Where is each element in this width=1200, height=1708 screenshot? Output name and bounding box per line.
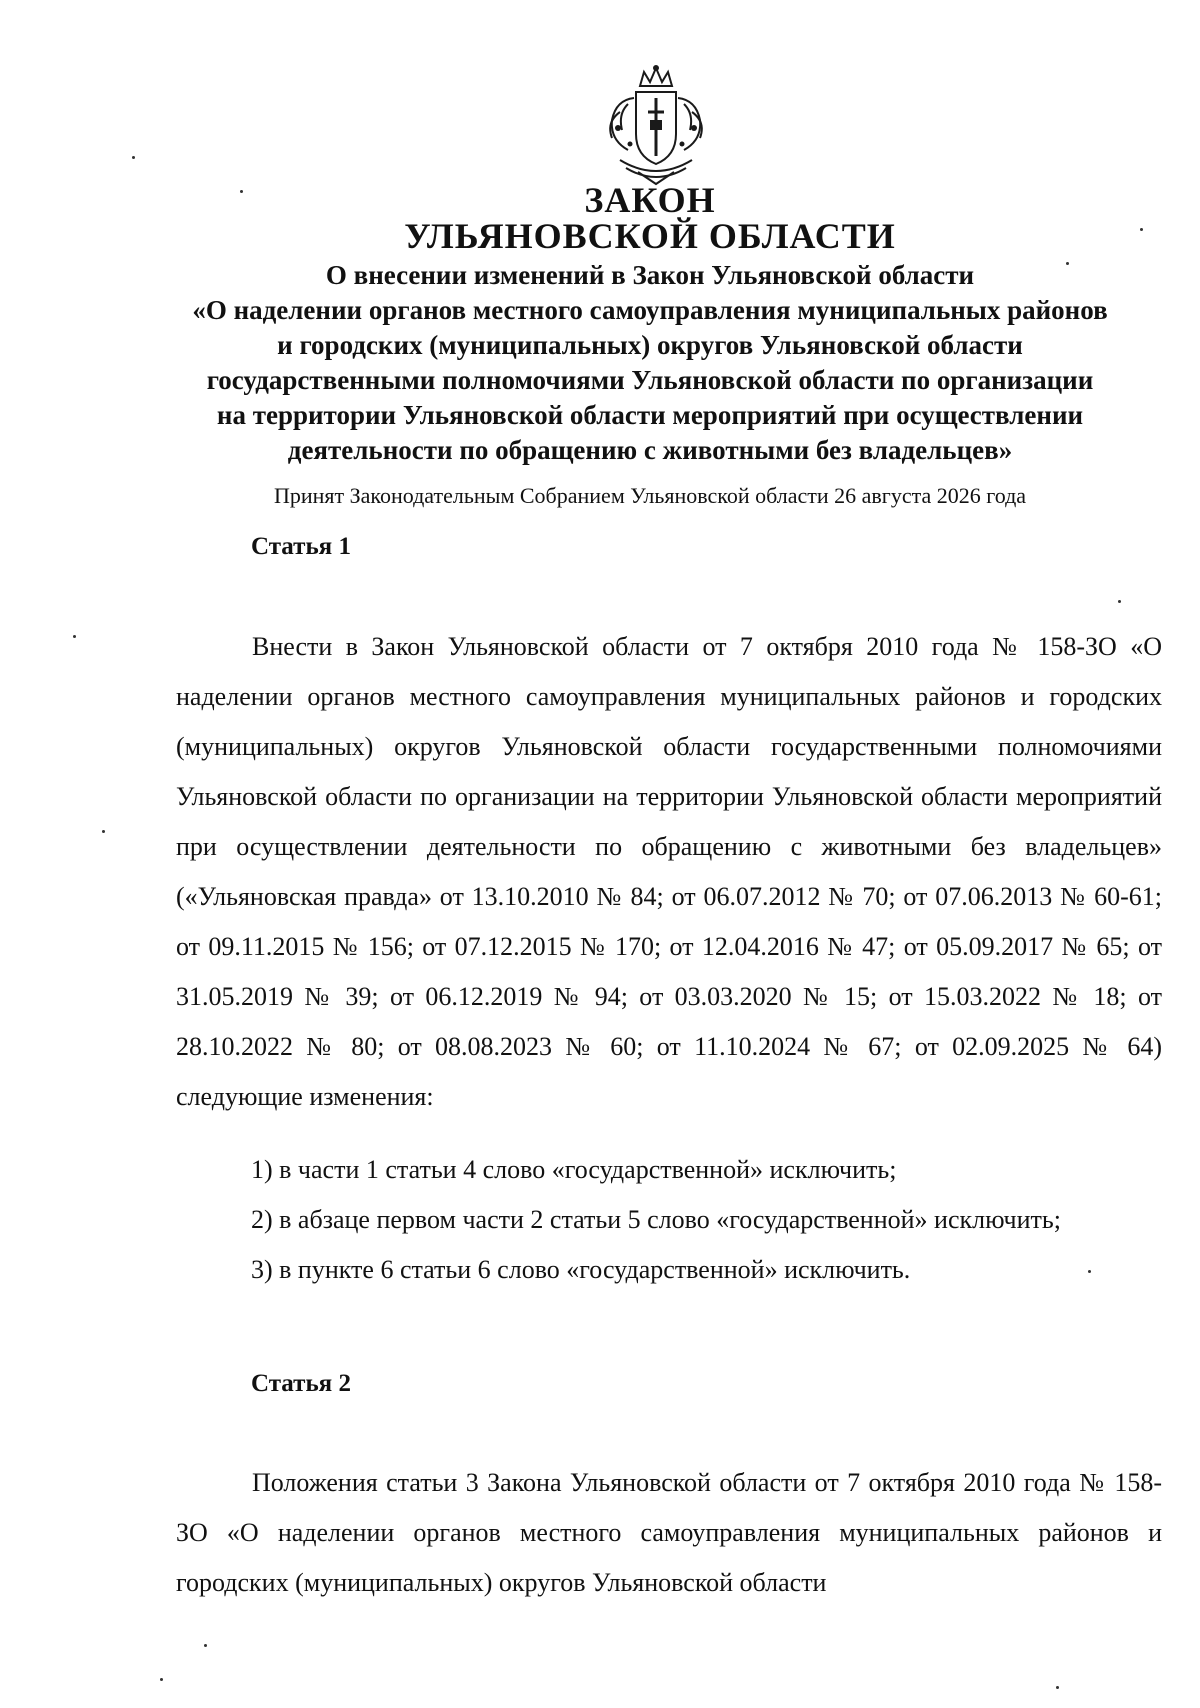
subject-line: деятельности по обращению с животными без владельцев»: [287, 435, 1013, 465]
subject-line: государственными полномочиями Ульяновской области по организации: [206, 365, 1094, 395]
subject-line: и городских (муниципальных) округов Ульяновской области: [277, 330, 1023, 360]
article-1-paragraph: Внести в Закон Ульяновской области от 7 октября 2010 года № 158-ЗО «О наделении органов местного самоуправления муниципальных районов и городских (муниципальных) округов Ульяновской области государственными полномочиями Ульяновской области по организации на территории Ульяновской области мероприятий при осуществлении деятельности по обращению с животными без владельцев» («Ульяновская правда» от 13.10.2010 № 84; от 06.07.2012 № 70; от 07.06.2013 № 60-61; от 09.11.2015 № 156; от 07.12.2015 № 170; от 12.04.2016 № 47; от 05.09.2017 № 65; от 31.05.2019 № 39; от 06.12.2019 № 94; от 03.03.2020 № 15; от 15.03.2022 № 18; от 28.10.2022 № 80; от 08.08.2023 № 60; от 11.10.2024 № 67; от 02.09.2025 № 64) следующие изменения:: [176, 632, 1162, 1111]
adoption-note: Принят Законодательным Собранием Ульяновской области 26 августа 2026 года: [273, 483, 1027, 508]
scan-speck: [160, 1678, 163, 1681]
subject-line: О внесении изменений в Закон Ульяновской области: [325, 260, 975, 290]
scan-speck: [1056, 1686, 1059, 1689]
subject-line: «О наделении органов местного самоуправления муниципальных районов: [192, 295, 1108, 325]
scan-speck: [1088, 1270, 1091, 1273]
law-title: ЗАКОН: [584, 180, 716, 220]
scan-speck: [1140, 228, 1143, 231]
amendment-item: 3) в пункте 6 статьи 6 слово «государственной» исключить.: [251, 1255, 911, 1284]
amendment-item: 2) в абзаце первом части 2 статьи 5 слово «государственной» исключить;: [251, 1205, 1061, 1234]
scan-speck: [132, 156, 135, 159]
amendment-item: 1) в части 1 статьи 4 слово «государственной» исключить;: [251, 1155, 897, 1184]
scan-speck: [1066, 262, 1069, 265]
article-1-heading: Статья 1: [251, 533, 351, 560]
scan-speck: [204, 1644, 207, 1647]
ulyanovsk-coat-of-arms-icon: [598, 64, 714, 188]
article-2-paragraph: Положения статьи 3 Закона Ульяновской области от 7 октября 2010 года № 158-ЗО «О наделении органов местного самоуправления муниципальных районов и городских (муниципальных) округов Ульяновской области: [176, 1468, 1162, 1597]
scan-speck: [102, 830, 105, 833]
law-subject: [150, 258, 1150, 468]
subject-line: на территории Ульяновской области мероприятий при осуществлении: [216, 400, 1084, 430]
region-title: УЛЬЯНОВСКОЙ ОБЛАСТИ: [404, 216, 896, 256]
scan-speck: [73, 635, 76, 638]
scan-speck: [1118, 600, 1121, 603]
article-2-heading: Статья 2: [251, 1370, 351, 1397]
scan-speck: [240, 190, 243, 193]
